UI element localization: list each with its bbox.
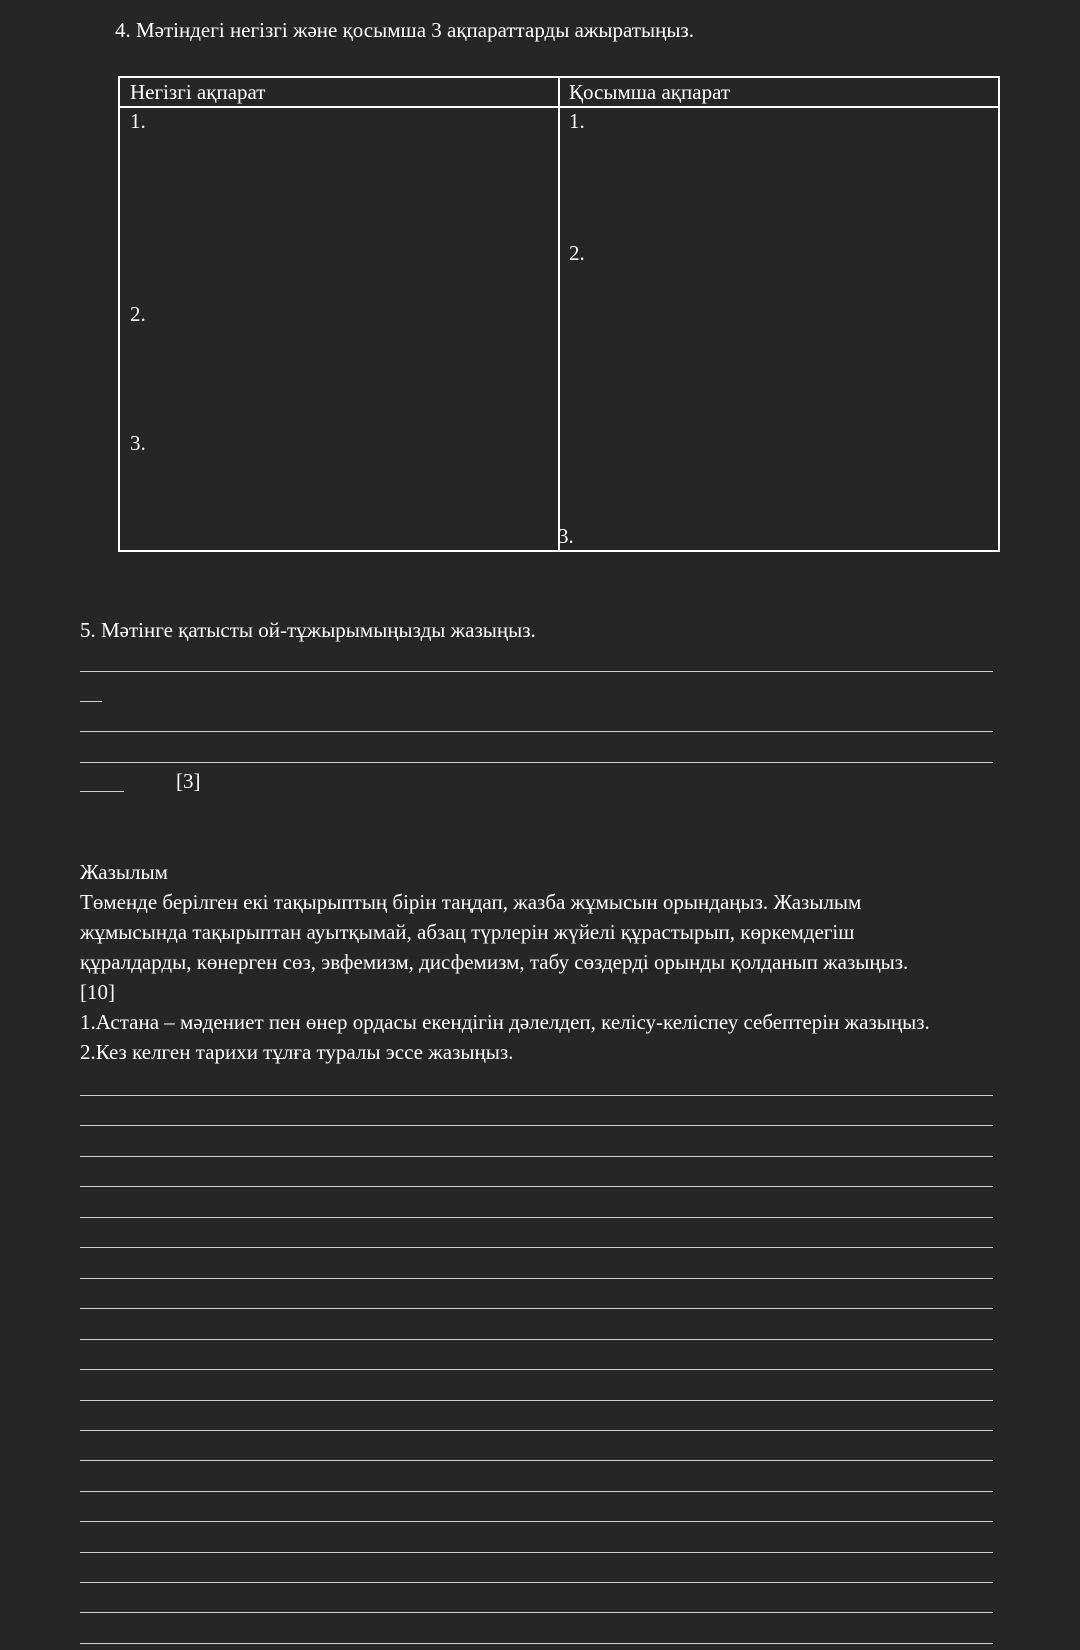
topic-1: 1.Астана – мәдениет пен өнер ордасы екендігін дәлелдеп, келісу-келіспеу себептерін жазыңыз. [80,1010,930,1034]
writing-line [80,1582,993,1583]
extra-item-3: 3. [558,524,574,548]
writing-line [80,1552,993,1553]
writing-line [80,1491,993,1492]
writing-line [80,1278,993,1279]
writing-line [80,1247,993,1248]
info-table [118,76,1000,552]
writing-line [80,1156,993,1157]
question-4-title: 4. Мәтіндегі негізгі және қосымша 3 ақпараттарды ажыратыңыз. [115,18,694,42]
writing-line [80,1339,993,1340]
question-5-title: 5. Мәтінге қатысты ой-тұжырымыңызды жазыңыз. [80,618,536,642]
extra-item-1: 1. [569,109,585,133]
writing-line [80,1308,993,1309]
header-divider [120,106,998,108]
header-main-info: Негізгі ақпарат [130,80,266,104]
writing-score: [10] [80,980,115,1004]
answer-line [80,731,993,732]
writing-line [80,1400,993,1401]
instruction-line: Төменде берілген екі тақырыптың бірін таңдап, жазба жұмысын орындаңыз. Жазылым [80,890,862,914]
writing-line [80,1125,993,1126]
instruction-line: құралдарды, көнерген сөз, эвфемизм, дисфемизм, табу сөздерді орынды қолданып жазыңыз. [80,950,909,974]
writing-heading: Жазылым [80,860,168,884]
header-extra-info: Қосымша ақпарат [569,80,731,104]
extra-item-2: 2. [569,241,585,265]
writing-line [80,1612,993,1613]
main-item-3: 3. [130,431,146,455]
topic-2: 2.Кез келген тарихи тұлға туралы эссе жазыңыз. [80,1040,514,1064]
writing-line [80,1186,993,1187]
answer-line [80,791,124,792]
column-divider [558,78,560,550]
writing-line [80,1095,993,1096]
writing-line [80,1369,993,1370]
writing-line [80,1430,993,1431]
main-item-2: 2. [130,302,146,326]
writing-line [80,1217,993,1218]
answer-line [80,671,993,672]
answer-line [80,701,102,702]
instruction-line: жұмысында тақырыптан ауытқымай, абзац түрлерін жүйелі құрастырып, көркемдегіш [80,920,855,944]
answer-line [80,762,993,763]
writing-line [80,1643,993,1644]
question-5-score: [3] [176,769,201,793]
writing-line [80,1460,993,1461]
main-item-1: 1. [130,109,146,133]
writing-line [80,1521,993,1522]
